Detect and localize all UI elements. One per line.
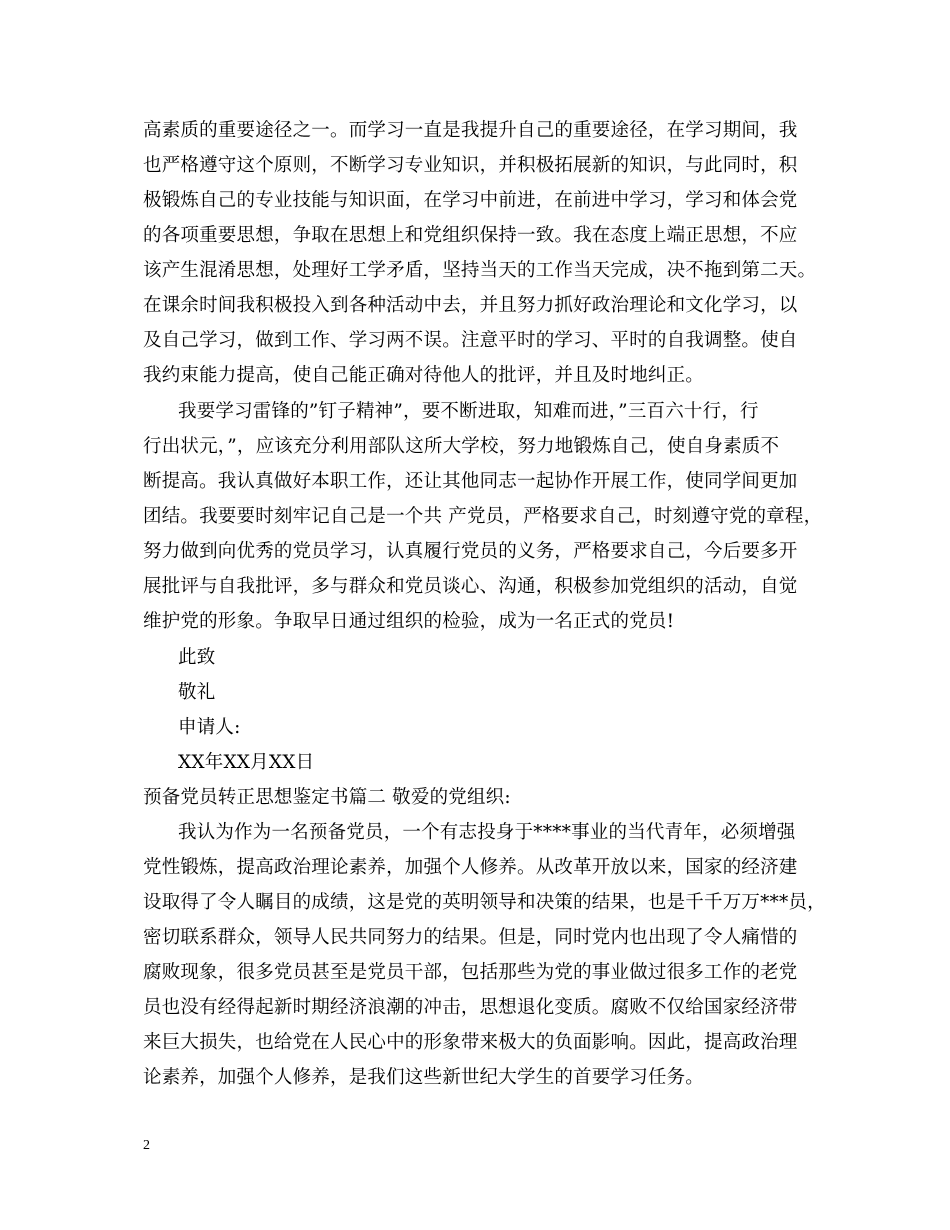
section-heading: 预备党员转正思想鉴定书篇二 敬爱的党组织:: [143, 787, 511, 808]
page-number: 2: [143, 1138, 150, 1153]
body-text-line: 论素养，加强个人修养，是我们这些新世纪大学生的首要学习任务。: [143, 1067, 705, 1088]
body-text-line: 腐败现象，很多党员甚至是党员干部，包括那些为党的事业做过很多工作的老党: [143, 962, 798, 983]
body-text-line: 我约束能力提高，使自己能正确对待他人的批评，并且及时地纠正。: [143, 365, 705, 386]
body-text-line: 维护党的形象。争取早日通过组织的检验，成为一名正式的党员!: [143, 611, 675, 632]
body-text-line: 党性锻炼，提高政治理论素养，加强个人修养。从改革开放以来，国家的经济建: [143, 857, 798, 878]
body-text-line: 及自己学习，做到工作、学习两不误。注意平时的学习、平时的自我调整。使自: [143, 330, 798, 351]
body-text-line: 极锻炼自己的专业技能与知识面，在学习中前进，在前进中学习，学习和体会党: [143, 190, 798, 211]
body-text-line: 在课余时间我积极投入到各种活动中去，并且努力抓好政治理论和文化学习，以: [143, 295, 798, 316]
applicant-label: 申请人:: [178, 717, 241, 738]
closing-salutation: 此致: [178, 647, 216, 668]
body-text-line: 努力做到向优秀的党员学习，认真履行党员的义务，严格要求自己，今后要多开: [143, 541, 798, 562]
date-line: XX年XX月XX日: [178, 752, 315, 773]
body-text-line: 的各项重要思想，争取在思想上和党组织保持一致。我在态度上端正思想，不应: [143, 225, 798, 246]
closing-regards: 敬礼: [178, 682, 216, 703]
body-text-line: 行出状元，”，应该充分利用部队这所大学校，努力地锻炼自己，使自身素质不: [143, 436, 780, 457]
body-text-line: 员也没有经得起新时期经济浪潮的冲击，思想退化变质。腐败不仅给国家经济带: [143, 997, 798, 1018]
body-text-line: 也严格遵守这个原则，不断学习专业知识，并积极拓展新的知识，与此同时，积: [143, 155, 798, 176]
body-text-line: 高素质的重要途径之一。而学习一直是我提升自己的重要途径，在学习期间，我: [143, 120, 798, 141]
body-text-line: 密切联系群众，领导人民共同努力的结果。但是，同时党内也出现了令人痛惜的: [143, 927, 798, 948]
body-text-line: 该产生混淆思想，处理好工学矛盾，坚持当天的工作当天完成，决不拖到第二天。: [143, 260, 817, 281]
paragraph-start-line: 我要学习雷锋的”钉子精神”，要不断进取，知难而进，”三百六十行，行: [178, 401, 759, 422]
body-text-line: 团结。我要要时刻牢记自己是一个共 产党员，严格要求自己，时刻遵守党的章程，: [143, 506, 823, 527]
body-text-line: 展批评与自我批评，多与群众和党员谈心、沟通，积极参加党组织的活动，自觉: [143, 576, 798, 597]
paragraph-start-line: 我认为作为一名预备党员，一个有志投身于****事业的当代青年，必须增强: [178, 822, 796, 843]
body-text-line: 来巨大损失，也给党在人民心中的形象带来极大的负面影响。因此，提高政治理: [143, 1032, 798, 1053]
body-text-line: 断提高。我认真做好本职工作，还让其他同志一起协作开展工作，使同学间更加: [143, 471, 798, 492]
body-text-line: 设取得了令人瞩目的成绩，这是党的英明领导和决策的结果，也是千千万万***员，: [143, 892, 826, 913]
